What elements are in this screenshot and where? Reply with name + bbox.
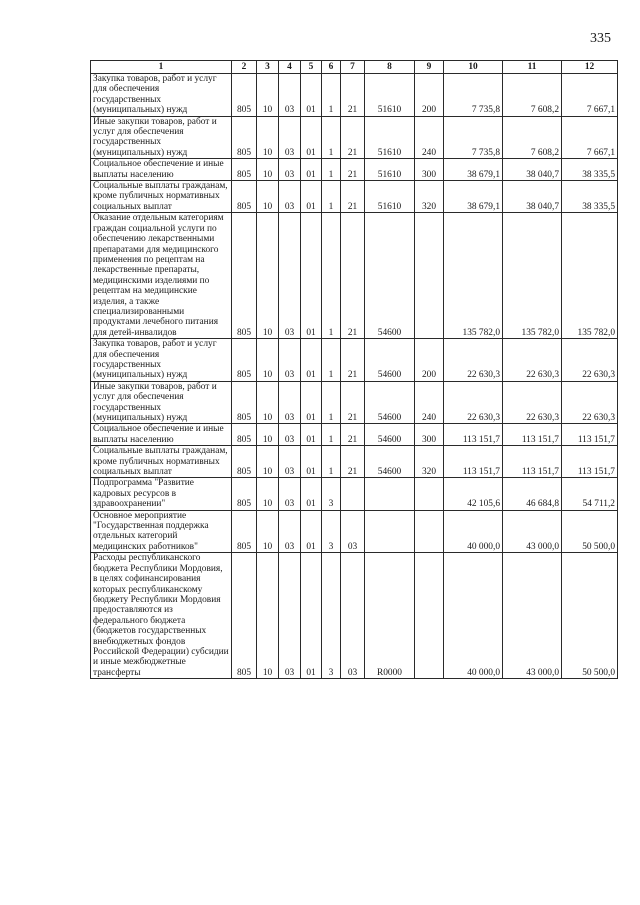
expense-name-cell: Закупка товаров, работ и услуг для обеспечения государственных (муниципальных) нужд <box>91 74 232 117</box>
table-row <box>91 510 618 553</box>
col-header: 9 <box>415 61 444 74</box>
section-code-cell: 10 <box>257 381 279 424</box>
program-code-cell: 01 <box>301 213 322 339</box>
amount-year3-cell: 38 335,5 <box>562 181 618 213</box>
subprogram-code-cell: 3 <box>322 510 341 553</box>
table-row <box>91 424 618 446</box>
subsection-code-cell: 03 <box>279 510 301 553</box>
activity-code-cell <box>341 478 365 510</box>
activity-code-cell: 21 <box>341 446 365 478</box>
direction-code-cell: 51610 <box>365 181 415 213</box>
amount-year2-cell: 43 000,0 <box>503 553 562 679</box>
program-code-cell: 01 <box>301 381 322 424</box>
amount-year1-cell: 22 630,3 <box>444 339 503 382</box>
table-row <box>91 213 618 339</box>
program-code-cell: 01 <box>301 74 322 117</box>
expense-type-cell: 240 <box>415 381 444 424</box>
expense-name-cell: Социальные выплаты гражданам, кроме публичных нормативных социальных выплат <box>91 181 232 213</box>
ministry-code-cell: 805 <box>232 381 257 424</box>
amount-year3-cell: 22 630,3 <box>562 339 618 382</box>
table-row <box>91 74 618 117</box>
subprogram-code-cell: 1 <box>322 381 341 424</box>
subsection-code-cell: 03 <box>279 381 301 424</box>
subsection-code-cell: 03 <box>279 553 301 679</box>
expense-name-cell: Иные закупки товаров, работ и услуг для обеспечения государственных (муниципальных) нужд <box>91 116 232 159</box>
section-code-cell: 10 <box>257 181 279 213</box>
activity-code-cell: 21 <box>341 424 365 446</box>
ministry-code-cell: 805 <box>232 74 257 117</box>
direction-code-cell <box>365 478 415 510</box>
expense-name-cell: Расходы республиканского бюджета Республики Мордовия, в целях софинансирования которых республиканскому бюджету Республики Мордовия предоставляются из федерального бюджета (бюджетов государственных внебюджетных фондов Российской Федерации) субсидии и иные межбюджетные трансферты <box>91 553 232 679</box>
ministry-code-cell: 805 <box>232 213 257 339</box>
direction-code-cell: R0000 <box>365 553 415 679</box>
amount-year2-cell: 113 151,7 <box>503 446 562 478</box>
expense-name-cell: Иные закупки товаров, работ и услуг для обеспечения государственных (муниципальных) нужд <box>91 381 232 424</box>
amount-year3-cell: 113 151,7 <box>562 424 618 446</box>
col-header: 5 <box>301 61 322 74</box>
amount-year2-cell: 43 000,0 <box>503 510 562 553</box>
program-code-cell: 01 <box>301 478 322 510</box>
amount-year2-cell: 113 151,7 <box>503 424 562 446</box>
activity-code-cell: 21 <box>341 74 365 117</box>
activity-code-cell: 21 <box>341 339 365 382</box>
subsection-code-cell: 03 <box>279 159 301 181</box>
amount-year1-cell: 7 735,8 <box>444 74 503 117</box>
program-code-cell: 01 <box>301 553 322 679</box>
amount-year1-cell: 38 679,1 <box>444 159 503 181</box>
subprogram-code-cell: 1 <box>322 424 341 446</box>
subprogram-code-cell: 1 <box>322 116 341 159</box>
direction-code-cell: 54600 <box>365 381 415 424</box>
section-code-cell: 10 <box>257 339 279 382</box>
amount-year1-cell: 113 151,7 <box>444 424 503 446</box>
budget-table <box>90 60 618 679</box>
amount-year3-cell: 7 667,1 <box>562 74 618 117</box>
amount-year3-cell: 135 782,0 <box>562 213 618 339</box>
subsection-code-cell: 03 <box>279 424 301 446</box>
amount-year3-cell: 22 630,3 <box>562 381 618 424</box>
amount-year2-cell: 22 630,3 <box>503 381 562 424</box>
col-header: 2 <box>232 61 257 74</box>
col-header: 10 <box>444 61 503 74</box>
section-code-cell: 10 <box>257 424 279 446</box>
expense-type-cell: 300 <box>415 159 444 181</box>
amount-year3-cell: 113 151,7 <box>562 446 618 478</box>
amount-year2-cell: 7 608,2 <box>503 116 562 159</box>
col-header: 7 <box>341 61 365 74</box>
section-code-cell: 10 <box>257 510 279 553</box>
ministry-code-cell: 805 <box>232 478 257 510</box>
col-header: 1 <box>91 61 232 74</box>
subprogram-code-cell: 3 <box>322 478 341 510</box>
amount-year3-cell: 38 335,5 <box>562 159 618 181</box>
activity-code-cell: 21 <box>341 159 365 181</box>
amount-year1-cell: 42 105,6 <box>444 478 503 510</box>
program-code-cell: 01 <box>301 116 322 159</box>
activity-code-cell: 21 <box>341 181 365 213</box>
amount-year1-cell: 113 151,7 <box>444 446 503 478</box>
table-row <box>91 181 618 213</box>
subprogram-code-cell: 1 <box>322 446 341 478</box>
col-header: 4 <box>279 61 301 74</box>
table-row <box>91 159 618 181</box>
expense-name-cell: Основное мероприятие "Государственная поддержка отдельных категорий медицинских работников" <box>91 510 232 553</box>
expense-type-cell: 240 <box>415 116 444 159</box>
subsection-code-cell: 03 <box>279 478 301 510</box>
expense-name-cell: Социальное обеспечение и иные выплаты населению <box>91 159 232 181</box>
amount-year3-cell: 50 500,0 <box>562 553 618 679</box>
table-row <box>91 478 618 510</box>
amount-year1-cell: 40 000,0 <box>444 510 503 553</box>
ministry-code-cell: 805 <box>232 116 257 159</box>
table-row <box>91 116 618 159</box>
subsection-code-cell: 03 <box>279 74 301 117</box>
subprogram-code-cell: 3 <box>322 553 341 679</box>
expense-name-cell: Закупка товаров, работ и услуг для обеспечения государственных (муниципальных) нужд <box>91 339 232 382</box>
subsection-code-cell: 03 <box>279 213 301 339</box>
ministry-code-cell: 805 <box>232 159 257 181</box>
subprogram-code-cell: 1 <box>322 74 341 117</box>
subprogram-code-cell: 1 <box>322 339 341 382</box>
direction-code-cell: 51610 <box>365 159 415 181</box>
ministry-code-cell: 805 <box>232 553 257 679</box>
direction-code-cell: 51610 <box>365 74 415 117</box>
program-code-cell: 01 <box>301 159 322 181</box>
amount-year1-cell: 40 000,0 <box>444 553 503 679</box>
expense-type-cell: 320 <box>415 446 444 478</box>
subsection-code-cell: 03 <box>279 181 301 213</box>
table-row <box>91 381 618 424</box>
amount-year3-cell: 54 711,2 <box>562 478 618 510</box>
table-row <box>91 339 618 382</box>
expense-type-cell: 320 <box>415 181 444 213</box>
table-header-row <box>91 61 618 74</box>
subprogram-code-cell: 1 <box>322 213 341 339</box>
direction-code-cell: 54600 <box>365 339 415 382</box>
amount-year2-cell: 38 040,7 <box>503 181 562 213</box>
activity-code-cell: 21 <box>341 116 365 159</box>
expense-type-cell <box>415 553 444 679</box>
amount-year2-cell: 22 630,3 <box>503 339 562 382</box>
direction-code-cell: 51610 <box>365 116 415 159</box>
amount-year1-cell: 7 735,8 <box>444 116 503 159</box>
activity-code-cell: 21 <box>341 213 365 339</box>
section-code-cell: 10 <box>257 213 279 339</box>
table-row <box>91 553 618 679</box>
expense-type-cell <box>415 510 444 553</box>
expense-type-cell: 200 <box>415 339 444 382</box>
subsection-code-cell: 03 <box>279 116 301 159</box>
ministry-code-cell: 805 <box>232 181 257 213</box>
section-code-cell: 10 <box>257 159 279 181</box>
ministry-code-cell: 805 <box>232 339 257 382</box>
expense-type-cell: 200 <box>415 74 444 117</box>
ministry-code-cell: 805 <box>232 510 257 553</box>
ministry-code-cell: 805 <box>232 424 257 446</box>
amount-year3-cell: 7 667,1 <box>562 116 618 159</box>
amount-year1-cell: 22 630,3 <box>444 381 503 424</box>
direction-code-cell: 54600 <box>365 446 415 478</box>
amount-year2-cell: 38 040,7 <box>503 159 562 181</box>
amount-year1-cell: 38 679,1 <box>444 181 503 213</box>
col-header: 6 <box>322 61 341 74</box>
amount-year3-cell: 50 500,0 <box>562 510 618 553</box>
expense-name-cell: Социальные выплаты гражданам, кроме публичных нормативных социальных выплат <box>91 446 232 478</box>
page-number: 335 <box>590 31 611 46</box>
program-code-cell: 01 <box>301 339 322 382</box>
col-header: 8 <box>365 61 415 74</box>
activity-code-cell: 21 <box>341 381 365 424</box>
subprogram-code-cell: 1 <box>322 181 341 213</box>
activity-code-cell: 03 <box>341 510 365 553</box>
activity-code-cell: 03 <box>341 553 365 679</box>
section-code-cell: 10 <box>257 74 279 117</box>
section-code-cell: 10 <box>257 478 279 510</box>
amount-year2-cell: 135 782,0 <box>503 213 562 339</box>
col-header: 12 <box>562 61 618 74</box>
expense-name-cell: Подпрограмма "Развитие кадровых ресурсов в здравоохранении" <box>91 478 232 510</box>
program-code-cell: 01 <box>301 424 322 446</box>
expense-type-cell: 300 <box>415 424 444 446</box>
direction-code-cell: 54600 <box>365 213 415 339</box>
program-code-cell: 01 <box>301 181 322 213</box>
col-header: 3 <box>257 61 279 74</box>
section-code-cell: 10 <box>257 553 279 679</box>
ministry-code-cell: 805 <box>232 446 257 478</box>
subprogram-code-cell: 1 <box>322 159 341 181</box>
direction-code-cell: 54600 <box>365 424 415 446</box>
subsection-code-cell: 03 <box>279 339 301 382</box>
expense-type-cell <box>415 478 444 510</box>
col-header: 11 <box>503 61 562 74</box>
expense-type-cell <box>415 213 444 339</box>
expense-name-cell: Оказание отдельным категориям граждан социальной услуги по обеспечению лекарственными препаратами для медицинского применения по рецептам на лекарственные препараты, медицинскими изделиями по рецептам на медицинские изделия, а также специализированными продуктами лечебного питания для детей-инвалидов <box>91 213 232 339</box>
program-code-cell: 01 <box>301 446 322 478</box>
amount-year2-cell: 7 608,2 <box>503 74 562 117</box>
program-code-cell: 01 <box>301 510 322 553</box>
subsection-code-cell: 03 <box>279 446 301 478</box>
section-code-cell: 10 <box>257 446 279 478</box>
section-code-cell: 10 <box>257 116 279 159</box>
table-row <box>91 446 618 478</box>
direction-code-cell <box>365 510 415 553</box>
expense-name-cell: Социальное обеспечение и иные выплаты населению <box>91 424 232 446</box>
amount-year2-cell: 46 684,8 <box>503 478 562 510</box>
amount-year1-cell: 135 782,0 <box>444 213 503 339</box>
